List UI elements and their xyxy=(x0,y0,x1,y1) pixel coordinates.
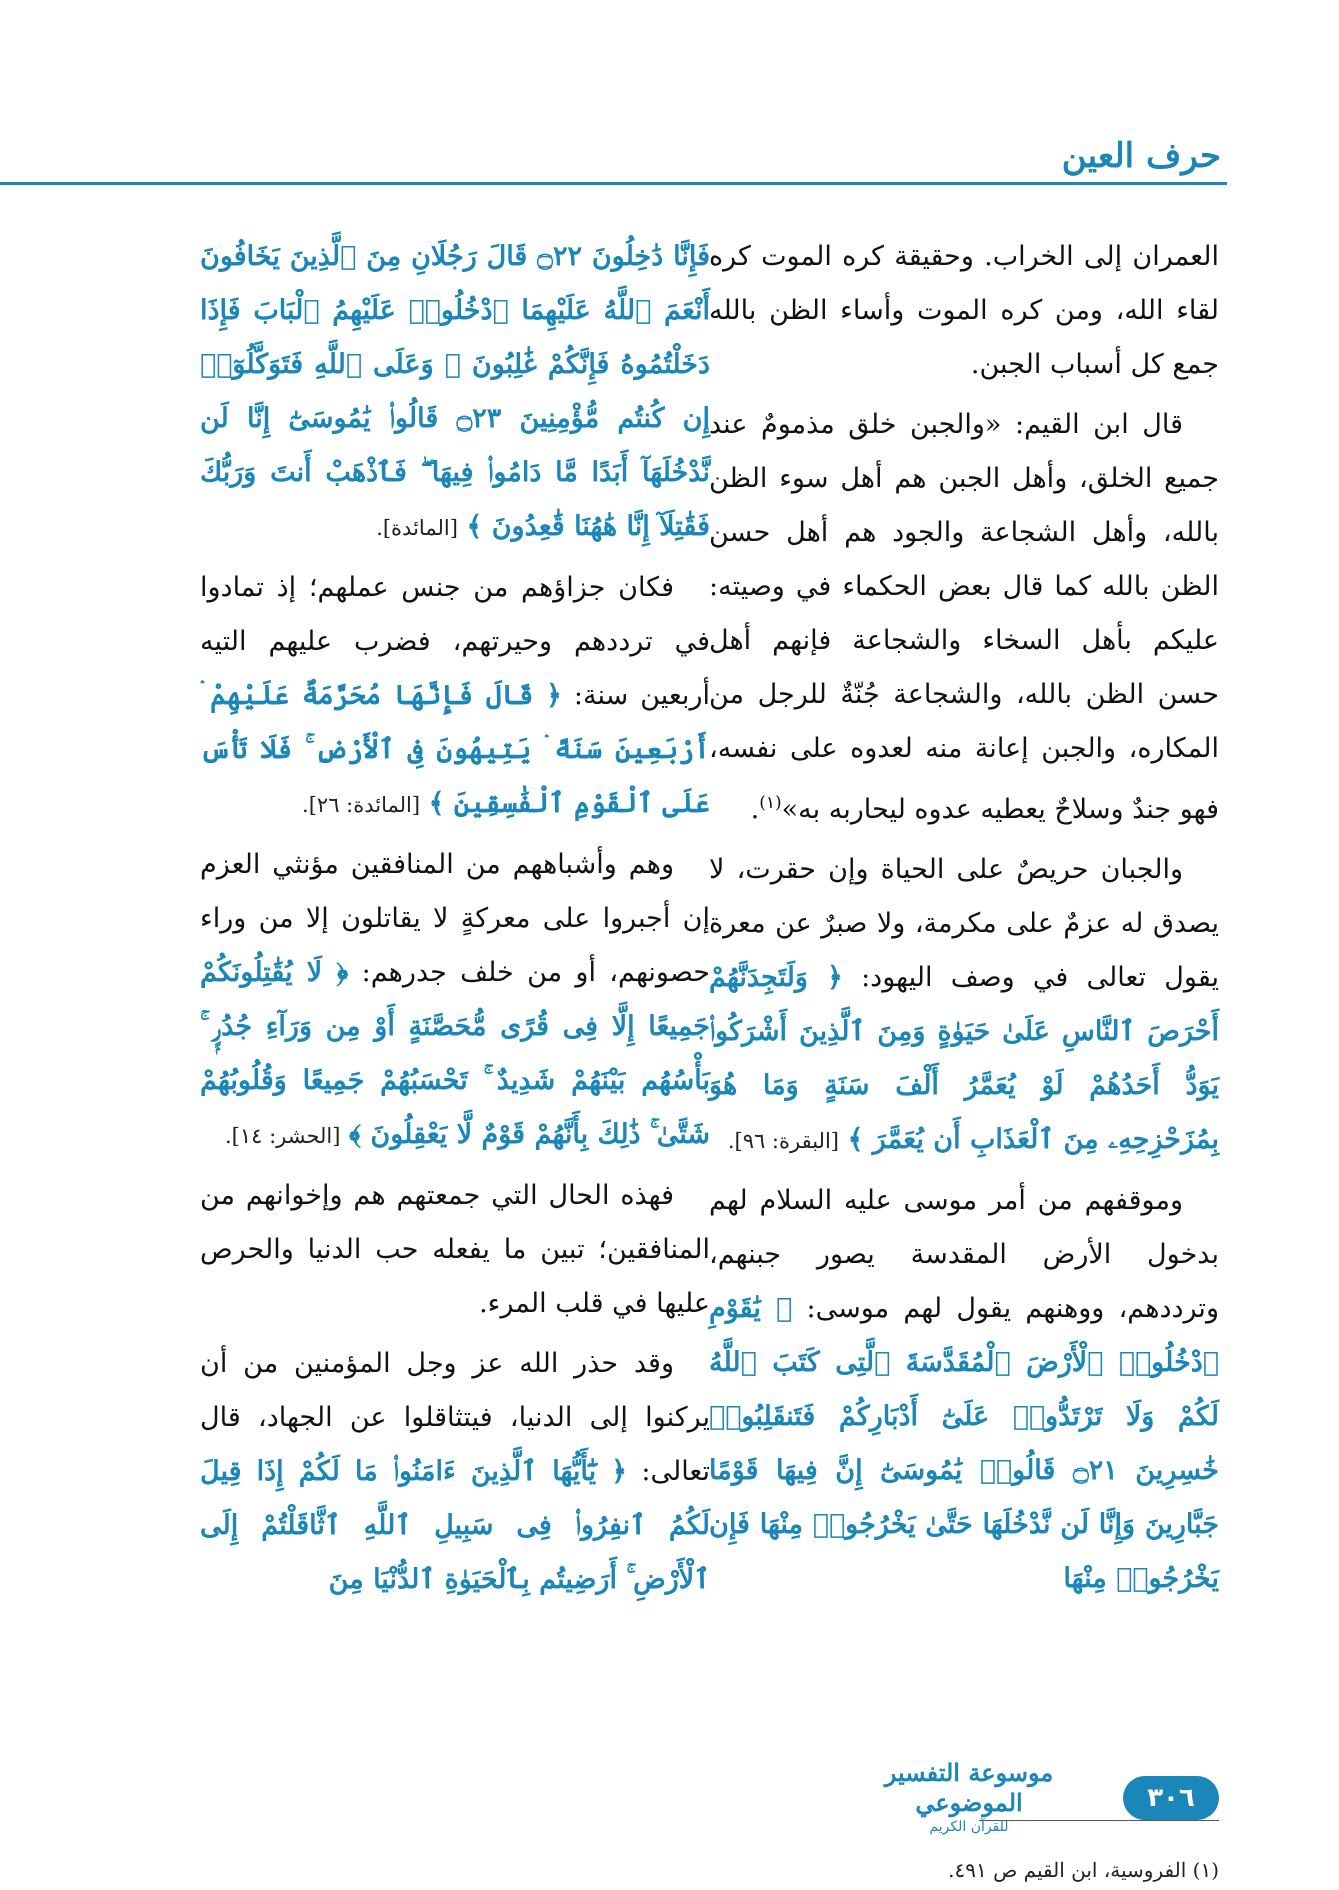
paragraph-text: فكان جزاؤهم من جنس عملهم؛ إذ تمادوا في ترددهم وحيرتهم، فضرب عليهم التيه أربعين سنة: xyxy=(200,572,710,711)
series-logo xyxy=(859,1758,1079,1836)
header-rule xyxy=(0,182,1227,185)
paragraph-text: قال ابن القيم: «والجبن خلق مذمومٌ عند جميع الخلق، وأهل الجبن هم أهل سوء الظن بالله، وأهل الشجاعة والجود هم أهل حسن الظن بالله كما قال بعض الحكماء في وصيته: عليكم بأهل السخاء والشجاعة فإنهم أهل حسن الظن بالله، والشجاعة جُنّةٌ للرجل من المكاره، والجبن إعانة منه لعدوه على نفسه، فهو جندٌ وسلاحٌ يعطيه عدوه ليحاربه به» xyxy=(709,409,1219,825)
verse-reference: [المائدة]. xyxy=(376,516,458,540)
paragraph xyxy=(709,398,1219,837)
paragraph: العمران إلى الخراب. وحقيقة كره الموت كره لقاء الله، ومن كره الموت وأساء الظن بالله جمع كل أسباب الجبن. xyxy=(709,241,1219,380)
paragraph xyxy=(709,843,1219,1168)
quran-verse: ﴿ وَلَتَجِدَنَّهُمْ أَحْرَصَ ٱلنَّاسِ عَلَىٰ حَيَوٰةٍ وَمِنَ ٱلَّذِينَ أَشْرَكُوا۟ يَوَدُّ أَحَدُهُمْ لَوْ يُعَمَّرُ أَلْفَ سَنَةٍ وَمَا هُوَ بِمُزَحْزِحِهِۦ مِنَ ٱلْعَذَابِ أَن يُعَمَّرَ ﴾ xyxy=(709,962,1219,1155)
paragraph xyxy=(200,1337,710,1607)
paragraph-text: والجبان حريصٌ على الحياة وإن حقرت، لا يصدق له عزمٌ على مكرمة، ولا صبرٌ عن معرة يقول تعالى في وصف اليهود: xyxy=(709,854,1219,993)
chapter-title: حرف العين xyxy=(1061,136,1221,176)
logo-subtitle: للقرآن الكريم xyxy=(929,1819,1009,1835)
paragraph xyxy=(200,561,710,832)
quran-verse: ﴿ لَا يُقَٰتِلُونَكُمْ جَمِيعًا إِلَّا فِى قُرًى مُّحَصَّنَةٍ أَوْ مِن وَرَآءِ جُدُرٍۭ ۚ بَأْسُهُم بَيْنَهُمْ شَدِيدٌ ۚ تَحْسَبُهُمْ جَمِيعًا وَقُلُوبُهُمْ شَتَّىٰ ۚ ذَٰلِكَ بِأَنَّهُمْ قَوْمٌ لَّا يَعْقِلُونَ ﴾ xyxy=(200,957,710,1150)
paragraph-text: وقد حذر الله عز وجل المؤمنين من أن يركنوا إلى الدنيا، فيتثاقلوا عن الجهاد، قال تعالى: xyxy=(200,1348,710,1487)
logo-title: موسوعة التفسير الموضوعي xyxy=(884,1758,1054,1817)
verse-reference: [المائدة: ٢٦]. xyxy=(302,793,421,817)
paragraph-text: وموقفهم من أمر موسى عليه السلام لهم بدخول الأرض المقدسة يصور جبنهم، وترددهم، ووهنهم يقول لهم موسى: xyxy=(709,1185,1219,1324)
verse-reference: [الحشر: ١٤]. xyxy=(224,1124,341,1148)
quran-verse: ﴿ قَالَ فَإِنَّهَا مُحَرَّمَةٌ عَلَيْهِمْ ۛ أَرْبَعِينَ سَنَةً ۛ يَتِيهُونَ فِى ٱلْأَرْضِ ۚ فَلَا تَأْسَ عَلَى ٱلْقَوْمِ ٱلْفَٰسِقِينَ ﴾ xyxy=(200,680,710,819)
paragraph-end: . xyxy=(750,794,760,825)
left-column xyxy=(200,230,710,1613)
paragraph xyxy=(709,1174,1219,1606)
paragraph xyxy=(200,230,710,555)
paragraph xyxy=(200,838,710,1163)
verse-reference: [البقرة: ٩٦]. xyxy=(727,1129,839,1153)
footnote-marker[interactable]: (١) xyxy=(759,793,782,813)
quran-verse: فَإِنَّا دَٰخِلُونَ ۝٢٢ قَالَ رَجُلَانِ مِنَ ٱلَّذِينَ يَخَافُونَ أَنْعَمَ ٱللَّهُ عَلَيْهِمَا ٱدْخُلُوا۟ عَلَيْهِمُ ٱلْبَابَ فَإِذَا دَخَلْتُمُوهُ فَإِنَّكُمْ غَٰلِبُونَ ۚ وَعَلَى ٱللَّهِ فَتَوَكَّلُوٓا۟ إِن كُنتُم مُّؤْمِنِينَ ۝٢٣ قَالُوا۟ يَٰمُوسَىٰٓ إِنَّا لَن نَّدْخُلَهَآ أَبَدًا مَّا دَامُوا۟ فِيهَا ۖ فَٱذْهَبْ أَنتَ وَرَبُّكَ فَقَٰتِلَآ إِنَّا هَٰهُنَا قَٰعِدُونَ ﴾ xyxy=(200,241,710,542)
quran-verse: ﴿ يَٰٓأَيُّهَا ٱلَّذِينَ ءَامَنُوا۟ مَا لَكُمْ إِذَا قِيلَ لَكُمُ ٱنفِرُوا۟ فِى سَبِيلِ ٱللَّهِ ٱثَّاقَلْتُمْ إِلَى ٱلْأَرْضِ ۚ أَرَضِيتُم بِٱلْحَيَوٰةِ ٱلدُّنْيَا مِنَ xyxy=(200,1456,710,1595)
quran-verse: ﴿ يَٰقَوْمِ ٱدْخُلُوا۟ ٱلْأَرْضَ ٱلْمُقَدَّسَةَ ٱلَّتِى كَتَبَ ٱللَّهُ لَكُمْ وَلَا تَرْتَدُّوا۟ عَلَىٰٓ أَدْبَارِكُمْ فَتَنقَلِبُوا۟ خَٰسِرِينَ ۝٢١ قَالُوا۟ يَٰمُوسَىٰٓ إِنَّ فِيهَا قَوْمًا جَبَّارِينَ وَإِنَّا لَن نَّدْخُلَهَا حَتَّىٰ يَخْرُجُوا۟ مِنْهَا فَإِن يَخْرُجُوا۟ مِنْهَا xyxy=(709,1293,1219,1594)
paragraph-text: وهم وأشباههم من المنافقين مؤنثي العزم إن أجبروا على معركةٍ لا يقاتلون إلا من وراء حصونهم، أو من خلف جدرهم: xyxy=(200,849,710,988)
footnote: (١) الفروسية، ابن القيم ص ٤٩١. xyxy=(948,1858,1219,1882)
right-column xyxy=(709,230,1219,1612)
page-number: ٣٠٦ xyxy=(1123,1776,1219,1820)
paragraph: فهذه الحال التي جمعتهم هم وإخوانهم من المنافقين؛ تبين ما يفعله حب الدنيا والحرص عليها في قلب المرء. xyxy=(200,1180,710,1319)
